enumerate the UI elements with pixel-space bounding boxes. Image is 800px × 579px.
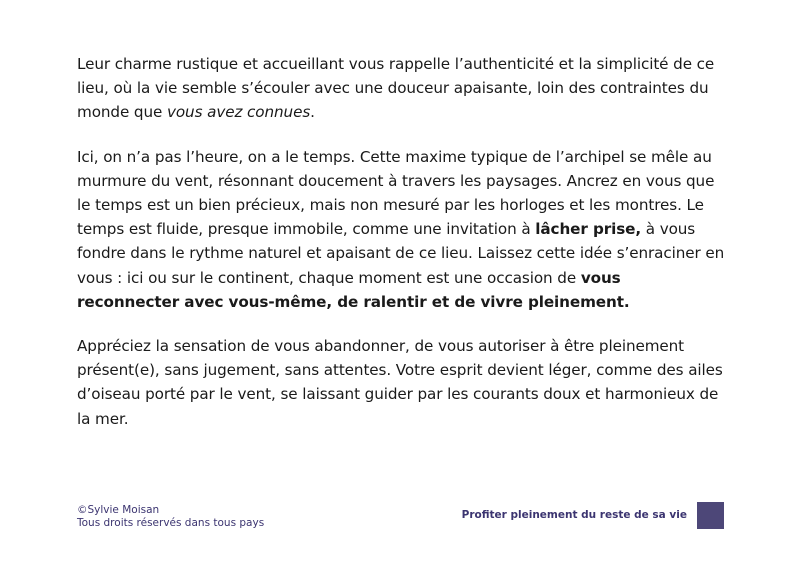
paragraph-1-text: Leur charme rustique et accueillant vous rappelle l’authenticité et la simplicité de ce lieu, où la vie semble s’écouler avec une douceur apaisante, loin des contraintes du monde que bbox=[77, 55, 715, 122]
paragraph-2-bold2: vous reconnecter avec vous-même, de ralentir et de vivre pleinement. bbox=[77, 268, 630, 311]
paragraph-1-italic: vous avez connues bbox=[166, 103, 311, 122]
paragraph-1-end: . bbox=[310, 103, 315, 122]
page-marker-square bbox=[697, 502, 724, 529]
paragraph-2-bold1: lâcher prise, bbox=[535, 220, 642, 239]
paragraph-3-text: Appréciez la sensation de vous abandonner, de vous autoriser à être pleinement présent(e), sans jugement, sans attentes. Votre esprit devient léger, comme des ailes d’oiseau porté par le vent, se laissant guider par les courants doux et harmonieux de la mer. bbox=[77, 337, 723, 428]
paragraph-2 bbox=[77, 145, 727, 314]
paragraph-2-part2: à vous fondre dans le rythme naturel et apaisant de ce lieu. Laissez cette idée s’enraciner en vous : ici ou sur le continent, chaque moment est une occasion de bbox=[77, 220, 725, 287]
paragraph-2-part1: Ici, on n’a pas l’heure, on a le temps. Cette maxime typique de l’archipel se mêle au murmure du vent, résonnant doucement à travers les paysages. Ancrez en vous que le temps est un bien précieux, mais non mesuré par les horloges et les montres. Le temps est fluide, presque immobile, comme une invitation à bbox=[77, 147, 715, 239]
footer-copyright-block bbox=[77, 504, 264, 530]
copyright-text: ©Sylvie Moisan bbox=[77, 504, 160, 516]
body-text bbox=[77, 52, 727, 451]
book-title: Profiter pleinement du reste de sa vie bbox=[461, 509, 687, 521]
rights-text: Tous droits réservés dans tous pays bbox=[77, 517, 265, 529]
paragraph-1 bbox=[77, 52, 727, 125]
paragraph-3 bbox=[77, 334, 727, 431]
